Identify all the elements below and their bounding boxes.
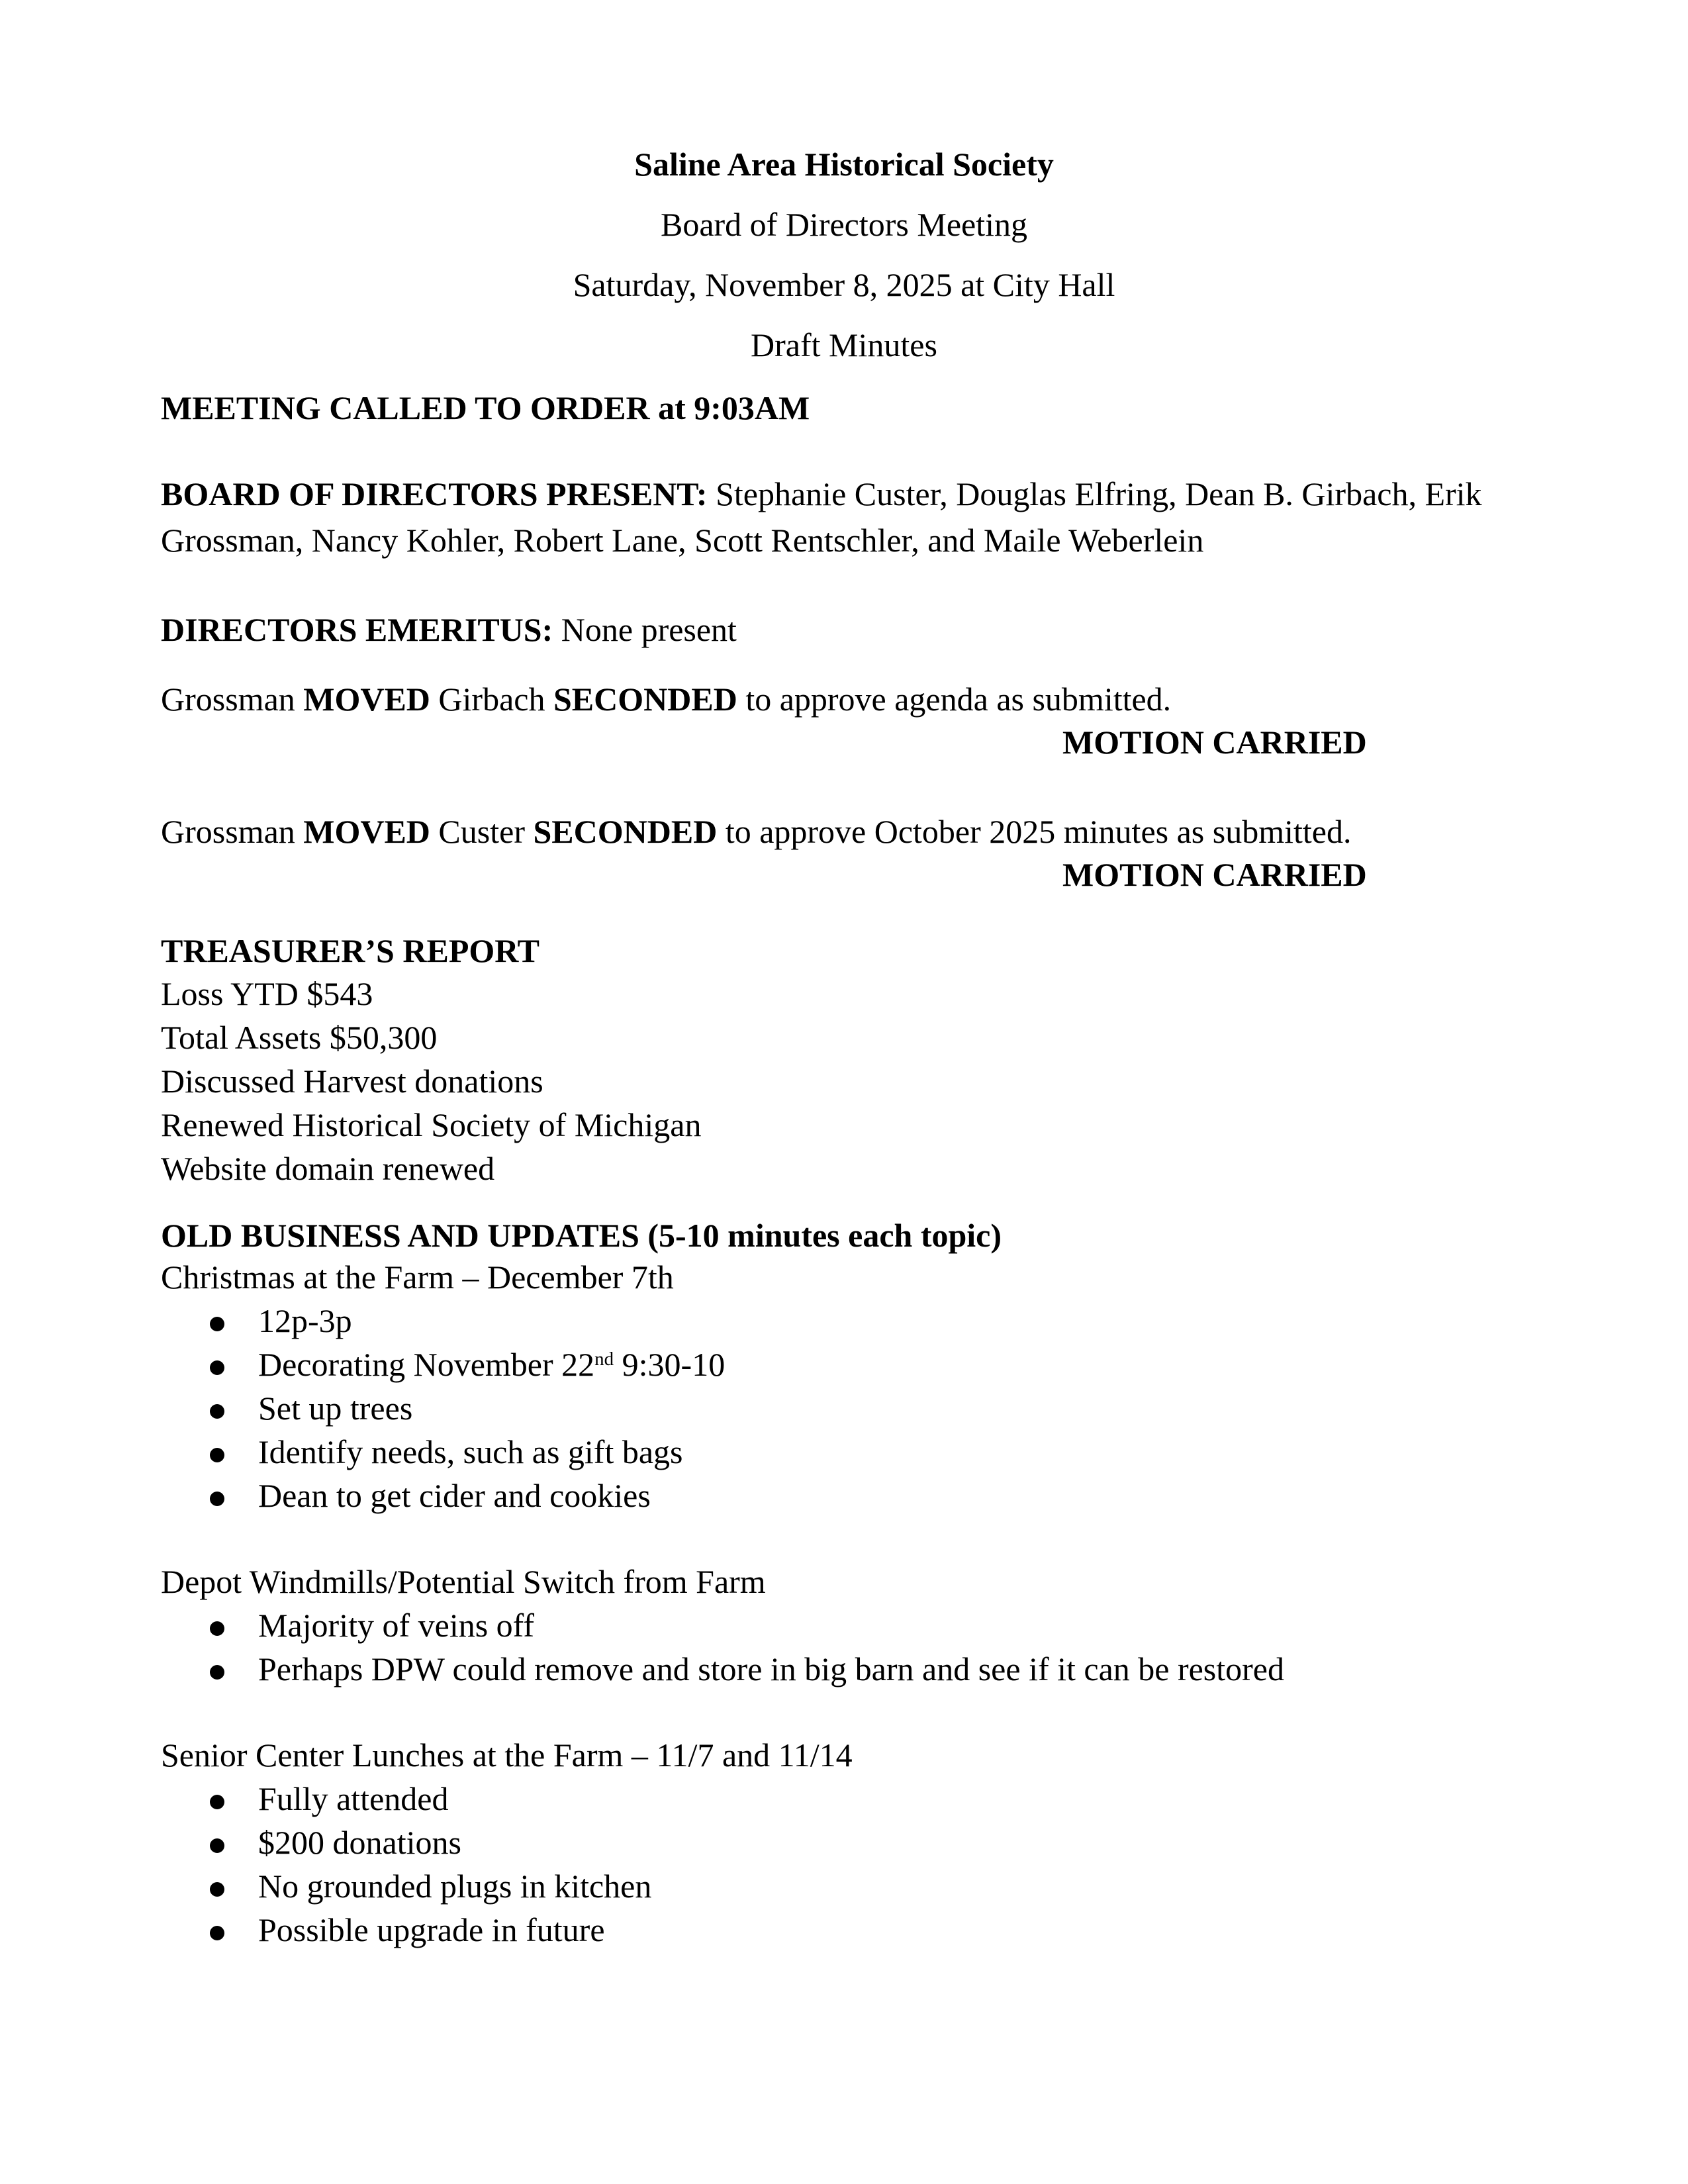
- treasurer-report-heading: TREASURER’S REPORT: [161, 932, 539, 969]
- bullet-dot-icon: [210, 1665, 224, 1680]
- bullet-text: Dean to get cider and cookies: [258, 1477, 651, 1514]
- bullet-item: [161, 1908, 1527, 1952]
- bullet-text: Identify needs, such as gift bags: [258, 1433, 683, 1470]
- bullet-dot-icon: [210, 1795, 224, 1809]
- bullet-item: [161, 1343, 1527, 1392]
- topic-title-depot-windmills: Depot Windmills/Potential Switch from Farm: [161, 1563, 766, 1600]
- bullet-dot-icon: [210, 1317, 224, 1331]
- bullet-text: Possible upgrade in future: [258, 1911, 605, 1948]
- bullet-text: 12p-3p: [258, 1302, 352, 1339]
- topic-title-christmas: Christmas at the Farm – December 7th: [161, 1258, 674, 1296]
- bullet-dot-icon: [210, 1926, 224, 1940]
- bullet-item: [161, 1299, 1527, 1343]
- bullet-text: No grounded plugs in kitchen: [258, 1868, 652, 1905]
- bullet-item: [161, 1777, 1527, 1821]
- motion-text: Grossman MOVED Custer SECONDED to approve October 2025 minutes as submitted.: [161, 813, 1352, 850]
- bullet-dot-icon: [210, 1621, 224, 1636]
- treasurer-line: Loss YTD $543: [161, 975, 373, 1012]
- bullet-dot-icon: [210, 1404, 224, 1419]
- document-title: Saline Area Historical Society: [634, 146, 1054, 183]
- motion-result: MOTION CARRIED: [1062, 724, 1367, 761]
- bullet-text: Perhaps DPW could remove and store in big barn and see if it can be restored: [258, 1650, 1284, 1687]
- bullet-item: [161, 1603, 1527, 1647]
- bullet-dot-icon: [210, 1360, 224, 1375]
- bullet-dot-icon: [210, 1838, 224, 1853]
- called-to-order-heading: MEETING CALLED TO ORDER at 9:03AM: [161, 389, 810, 426]
- treasurer-line: Website domain renewed: [161, 1150, 495, 1187]
- motion-text: Grossman MOVED Girbach SECONDED to approve agenda as submitted.: [161, 681, 1172, 718]
- bullet-item: [161, 1647, 1527, 1691]
- bullet-text: Set up trees: [258, 1390, 413, 1427]
- bullet-dot-icon: [210, 1882, 224, 1897]
- bullet-dot-icon: [210, 1448, 224, 1462]
- directors-emeritus-line: DIRECTORS EMERITUS: None present: [161, 611, 737, 648]
- bullet-dot-icon: [210, 1492, 224, 1506]
- title-subline-date-location: Saturday, November 8, 2025 at City Hall: [573, 266, 1115, 303]
- treasurer-line: Total Assets $50,300: [161, 1019, 438, 1056]
- treasurer-line: Renewed Historical Society of Michigan: [161, 1106, 702, 1143]
- bullet-text: $200 donations: [258, 1824, 461, 1861]
- bullet-item: [161, 1430, 1527, 1474]
- topic-title-senior-center-lunches: Senior Center Lunches at the Farm – 11/7 and 11/14: [161, 1736, 853, 1774]
- old-business-heading: OLD BUSINESS AND UPDATES (5-10 minutes each topic): [161, 1217, 1002, 1254]
- bullet-item: [161, 1821, 1527, 1864]
- title-subline-draft: Draft Minutes: [751, 326, 937, 363]
- title-subline-meeting: Board of Directors Meeting: [660, 206, 1027, 243]
- board-present-paragraph: BOARD OF DIRECTORS PRESENT: Stephanie Custer, Douglas Elfring, Dean B. Girbach, Erik Grossman, Nancy Kohler, Robert Lane, Scott Rentschler, and Maile Weberlein: [161, 475, 1482, 559]
- treasurer-line: Discussed Harvest donations: [161, 1063, 543, 1100]
- bullet-text: Decorating November 22nd 9:30-10: [258, 1346, 726, 1383]
- motion-result: MOTION CARRIED: [1062, 856, 1367, 893]
- bullet-text: Fully attended: [258, 1780, 449, 1817]
- bullet-text: Majority of veins off: [258, 1607, 535, 1644]
- bullet-item: [161, 1386, 1527, 1430]
- bullet-item: [161, 1474, 1527, 1517]
- bullet-item: [161, 1864, 1527, 1908]
